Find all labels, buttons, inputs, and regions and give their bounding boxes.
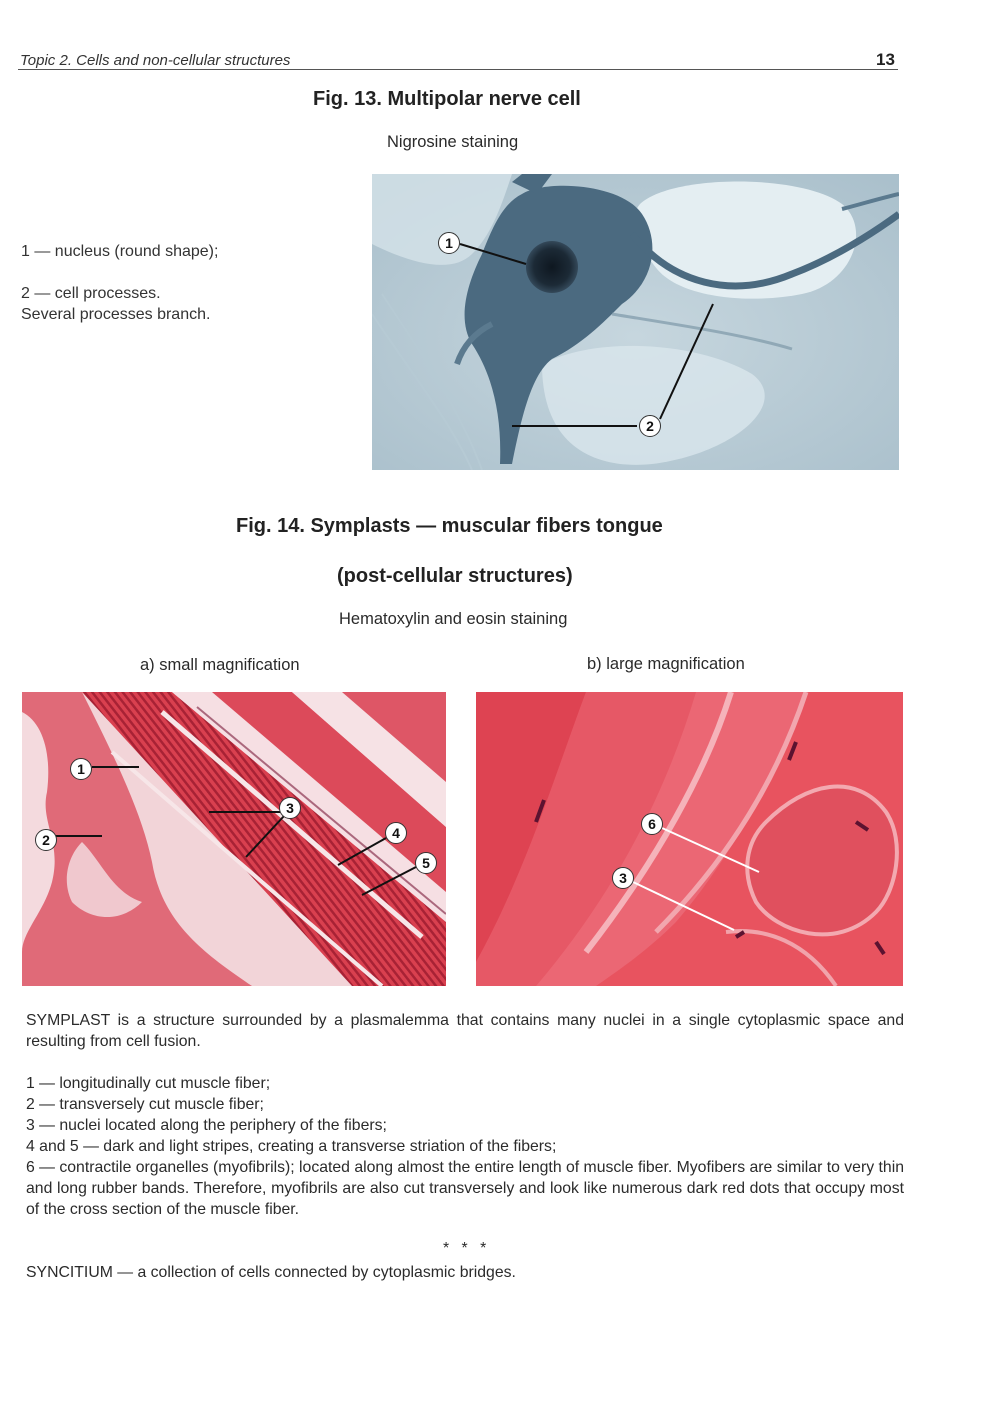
panel-a-label: a) small magnification — [140, 656, 300, 674]
muscle-small-magnification-image — [22, 692, 446, 986]
fig13-legend — [21, 241, 321, 325]
fig14a-callout-2: 2 — [35, 829, 57, 851]
fig13-legend-item-2: 2 — cell processes. — [21, 285, 161, 302]
fig14-legend-item-3: 3 — nuclei located along the periphery of the fibers; — [26, 1117, 387, 1134]
fig13-legend-item-1: 1 — nucleus (round shape); — [21, 243, 219, 260]
fig14-legend-item-6: 6 — contractile organelles (myofibrils); located along almost the entire length of muscle fiber. Myofibers are similar to very thin and long rubber bands. Therefore, myofibrils are also cut transversely and look like numerous dark red dots that occupy most of the cross section of the muscle fiber. — [26, 1159, 904, 1218]
header-divider — [18, 69, 898, 70]
fig14-title: Fig. 14. Symplasts — muscular fibers tongue — [236, 515, 663, 537]
fig14a-callout-5: 5 — [415, 852, 437, 874]
muscle-large-magnification-image — [476, 692, 903, 986]
fig14-staining: Hematoxylin and eosin staining — [339, 610, 568, 628]
fig14-subtitle: (post-cellular structures) — [337, 565, 573, 587]
running-head: Topic 2. Cells and non-cellular structures — [20, 52, 291, 69]
fig13-callout-2: 2 — [639, 415, 661, 437]
syncitium-definition: SYNCITIUM — a collection of cells connected by cytoplasmic bridges. — [26, 1264, 516, 1281]
panel-b-label: b) large magnification — [587, 655, 745, 673]
fig14b-callout-3: 3 — [612, 867, 634, 889]
nerve-cell-micrograph — [372, 174, 899, 470]
fig14-legend-item-1: 1 — longitudinally cut muscle fiber; — [26, 1075, 271, 1092]
fig13-callout-1: 1 — [438, 232, 460, 254]
page-number: 13 — [876, 50, 895, 69]
fig13-staining: Nigrosine staining — [387, 133, 519, 151]
fig14-legend-item-2: 2 — transversely cut muscle fiber; — [26, 1096, 264, 1113]
fig14b-callout-6: 6 — [641, 813, 663, 835]
fig14a-callout-3: 3 — [279, 797, 301, 819]
section-separator: * * * — [443, 1240, 491, 1257]
symplast-definition: SYMPLAST is a structure surrounded by a plasmalemma that contains many nuclei in a single cytoplasmic space and resulting from cell fusion. — [26, 1012, 904, 1050]
fig13-title: Fig. 13. Multipolar nerve cell — [313, 88, 581, 110]
fig13-legend-item-2b: Several processes branch. — [21, 306, 211, 323]
fig14a-callout-1: 1 — [70, 758, 92, 780]
fig14-legend-list — [26, 1073, 904, 1220]
fig14-legend-item-4-5: 4 and 5 — dark and light stripes, creating a transverse striation of the fibers; — [26, 1138, 557, 1155]
fig14a-callout-4: 4 — [385, 822, 407, 844]
